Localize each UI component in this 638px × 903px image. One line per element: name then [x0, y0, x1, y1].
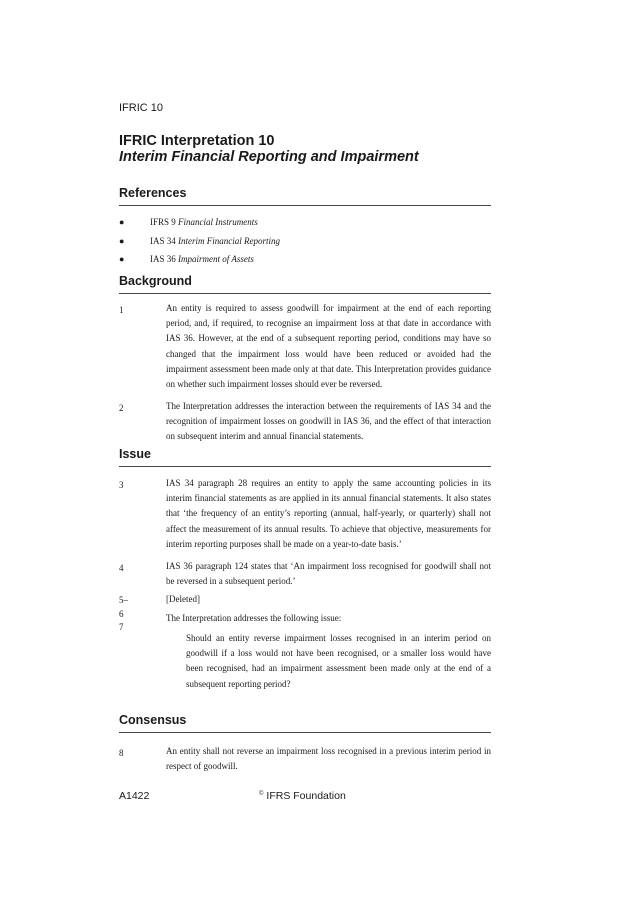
copyright-notice: © IFRS Foundation — [259, 790, 346, 802]
paragraph-text: The Interpretation addresses the following issue: — [166, 613, 342, 623]
bullet-icon: ● — [119, 254, 125, 264]
bullet-icon: ● — [119, 217, 125, 227]
paragraph-text: IAS 36 paragraph 124 states that ‘An impairment loss recognised for goodwill shall not be reversed in a subsequent period.’ — [166, 561, 491, 587]
paragraph-text: The Interpretation addresses the interaction between the requirements of IAS 34 and the recognition of impairment losses on goodwill in IAS 36, and the effect of that interaction on subsequent interim and annual financial statements. — [166, 401, 491, 442]
issue-heading: Issue — [119, 447, 491, 467]
background-heading: Background — [119, 274, 491, 294]
paragraph-number: 4 — [119, 563, 124, 573]
reference-item: IAS 36 Impairment of Assets — [150, 254, 254, 264]
paragraph-text: An entity shall not reverse an impairment loss recognised in a previous interim period in respect of goodwill. — [166, 746, 491, 772]
paragraph-number: 1 — [119, 305, 124, 315]
reference-item: IAS 34 Interim Financial Reporting — [150, 236, 280, 246]
page-subtitle: Interim Financial Reporting and Impairment — [119, 149, 419, 165]
paragraph-text: IAS 34 paragraph 28 requires an entity to apply the same accounting policies in its interim financial statements as are applied in its annual financial statements. It also states that ‘the frequency of an entity’s reporting (annual, half-yearly, or quarterly) shall not affect the measurement of its annual results. To achieve that objective, measurements for interim reporting purposes shall be made on a year-to-date basis.’ — [166, 478, 491, 549]
paragraph-text: [Deleted] — [166, 594, 200, 604]
copyright-icon: © — [259, 791, 264, 797]
paragraph-number: 8 — [119, 748, 124, 758]
paragraph-number: 2 — [119, 403, 124, 413]
references-heading: References — [119, 186, 491, 206]
paragraph-text: An entity is required to assess goodwill for impairment at the end of each reporting period, and, if required, to recognise an impairment loss at that date in accordance with IAS 36. However, at the end of a subsequent reporting period, conditions may have so changed that the impairment loss would have been reduced or avoided had the impairment assessment been made only at that date. This Interpretation provides guidance on whether such impairment losses should ever be reversed. — [166, 303, 491, 390]
reference-item: IFRS 9 Financial Instruments — [150, 217, 258, 227]
bullet-icon: ● — [119, 236, 125, 246]
running-header: IFRIC 10 — [119, 102, 164, 114]
page-number: A1422 — [119, 790, 150, 802]
paragraph-number: 3 — [119, 480, 124, 490]
page-title: IFRIC Interpretation 10 — [119, 133, 275, 149]
paragraph-number: 7 — [119, 622, 124, 632]
paragraph-number: 5– 6 — [119, 595, 128, 619]
consensus-heading: Consensus — [119, 713, 491, 733]
issue-quote: Should an entity reverse impairment losses recognised in an interim period on goodwill if a loss would not have been recognised, or a smaller loss would have been recognised, had an impairment assessment been made only at the end of a subsequent reporting period? — [186, 633, 491, 689]
